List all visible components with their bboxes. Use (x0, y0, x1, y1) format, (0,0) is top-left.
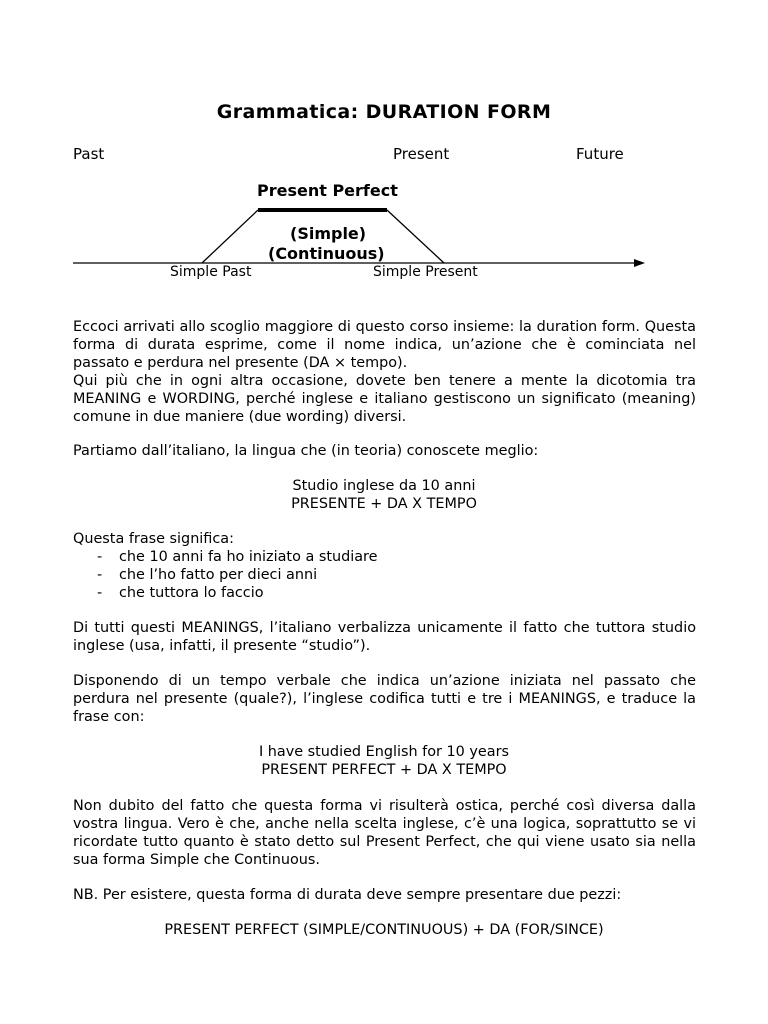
meanings-list (73, 548, 696, 602)
conclusion-paragraph: Non dubito del fatto che questa forma vi risulterà ostica, perché così diversa dalla vostra lingua. Vero è che, anche nella scelta inglese, c’è una logica, soprattutto se vi ricordate tutto quanto è stato detto sul Present Perfect, che qui viene usato sia nella sua forma Simple che Continuous. (73, 798, 696, 868)
past-label: Past (73, 145, 105, 163)
italian-example-formula: PRESENTE + DA X TEMPO (291, 496, 477, 512)
english-example (0, 743, 768, 779)
timeline-arrow-icon (634, 259, 645, 267)
italian-example-sentence: Studio inglese da 10 anni (292, 478, 476, 494)
intro-line-2: Qui più che in ogni altra occasione, dovete ben tenere a mente la dicotomia tra MEANING e WORDING, perché inglese e italiano gestiscono un significato (meaning) comune in due maniere (due wording) diversi. (73, 373, 696, 425)
simple-label: (Simple) (290, 224, 367, 243)
list-item: - che tuttora lo faccio (73, 584, 696, 602)
continuous-label: (Continuous) (268, 244, 385, 263)
intro-paragraph (73, 318, 696, 426)
present-perfect-label: Present Perfect (257, 181, 398, 200)
meanings-block (73, 530, 696, 602)
english-codes-paragraph: Disponendo di un tempo verbale che indica un’azione iniziata nel passato che perdura nel presente (quale?), l’inglese codifica tutti e tre i MEANINGS, e traduce la frase con: (73, 673, 696, 725)
page-title: Grammatica: DURATION FORM (216, 101, 552, 123)
future-label: Future (576, 145, 624, 163)
english-example-formula: PRESENT PERFECT + DA X TEMPO (261, 762, 507, 778)
trapezoid-right-edge (387, 210, 444, 263)
present-label: Present (393, 145, 450, 163)
list-item: - che l’ho fatto per dieci anni (73, 566, 696, 584)
list-item: - che 10 anni fa ho iniziato a studiare (73, 548, 696, 566)
italian-example (0, 477, 768, 513)
final-formula: PRESENT PERFECT (SIMPLE/CONTINUOUS) + DA (FOR/SINCE) (164, 922, 604, 938)
simple-past-label: Simple Past (170, 264, 252, 280)
meanings-intro: Questa frase significa: (73, 531, 234, 547)
simple-present-label: Simple Present (373, 264, 478, 280)
nb-paragraph: NB. Per esistere, questa forma di durata deve sempre presentare due pezzi: (73, 887, 622, 903)
italian-intro: Partiamo dall’italiano, la lingua che (in teoria) conoscete meglio: (73, 443, 539, 459)
trapezoid-left-edge (202, 210, 258, 263)
english-example-sentence: I have studied English for 10 years (258, 744, 510, 760)
italian-verbalizes-paragraph: Di tutti questi MEANINGS, l’italiano verbalizza unicamente il fatto che tuttora studio inglese (usa, infatti, il presente “studio”). (73, 620, 696, 654)
intro-line-1: Eccoci arrivati allo scoglio maggiore di questo corso insieme: la duration form. Questa forma di durata esprime, come il nome indica, un’azione che è cominciata nel passato e perdura nel presente (DA × tempo). (73, 319, 696, 371)
